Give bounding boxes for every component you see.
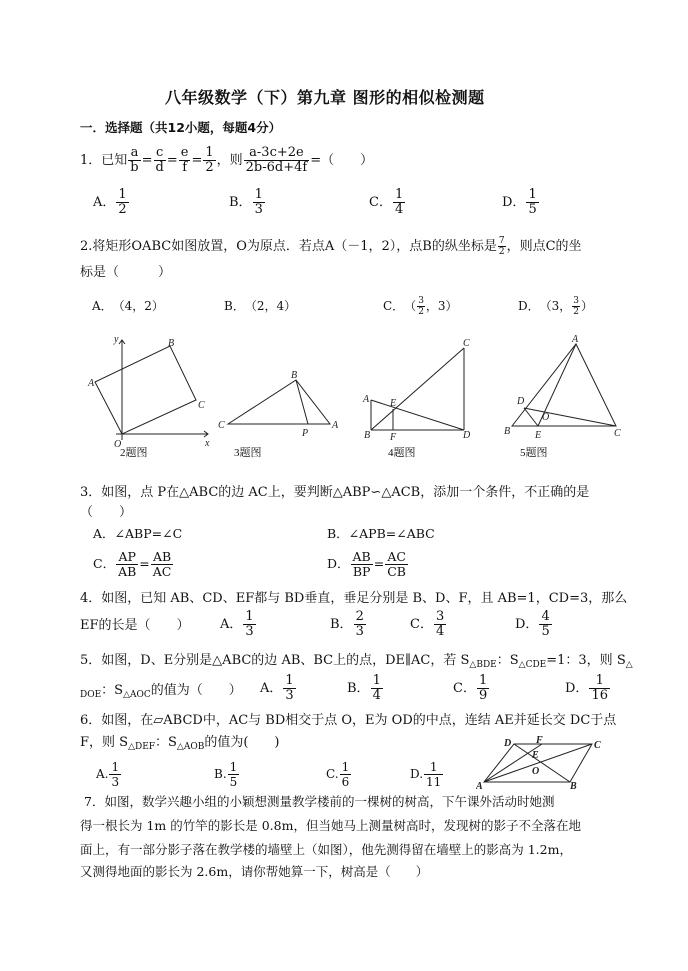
q7-line3: 面上，有一部分影子落在教学楼的墙壁上（如图），他先测得留在墙壁上的影高为 1.2m， [80, 842, 572, 857]
q6-label-f: F [536, 736, 543, 746]
q4-option-d[interactable]: D． $\frac{4}{5}$ [515, 609, 550, 639]
q4-option-b[interactable]: B． $\frac{2}{3}$ [330, 609, 364, 639]
fig2-label-y: y [114, 334, 119, 345]
fig2-coordinate-diagram [87, 334, 210, 450]
question-3: 3．如图，点 P在△ABC的边 AC上，要判断△ABP∽△ACB，添加一个条件，不正确的是 [80, 485, 590, 500]
q5-option-c[interactable]: C． $\frac{1}{9}$ [453, 673, 488, 703]
fig5-label-a: A [572, 334, 579, 345]
q1-frac-ef: $\frac{e}{f}$ [180, 145, 189, 175]
question-5: 5．如图，D、E分别是△ABC的边 AB、BC上的点，DE∥AC，若 $S_{\triangle BDE}$：$S_{\triangle CDE}=1$：3，则 $S_\triangle$ [80, 653, 633, 670]
fig3-label-b: B [291, 370, 298, 381]
q6-parallelogram-figure [476, 736, 616, 790]
q5-option-d[interactable]: D． $\frac{1}{16}$ [565, 673, 608, 703]
q6-option-c[interactable]: C. $\frac{1}{6}$ [326, 760, 350, 789]
q6-label-o: O [532, 766, 540, 777]
q4-line2: EF的长是（ ） [80, 618, 190, 633]
q1-option-c[interactable]: C． $\frac{1}{4}$ [369, 187, 404, 217]
fig4-label-d: D [463, 430, 471, 441]
q5-option-a[interactable]: A． $\frac{1}{3}$ [260, 673, 294, 703]
q7-line4: 又测得地面的影长为 2.6m，请你帮她算一下，树高是（ ） [80, 864, 429, 879]
q2-option-d[interactable]: D． （3， $\frac{3}{2}$ ） [518, 296, 594, 317]
q6-label-a: A [476, 781, 483, 790]
q2-option-c[interactable]: C． （ $\frac{3}{2}$ ，3） [383, 296, 458, 317]
question-4: 4．如图，已知 AB、CD、EF都与 BD垂直，垂足分别是 B、D、F，且 AB=1，CD=3，那么 [80, 591, 628, 606]
fig5-label-o: O [542, 412, 550, 423]
fig2-label-b: B [168, 338, 175, 349]
fig4-perpendicular-diagram [362, 338, 471, 443]
question-1: 1．已知 $\frac{a}{b}$ = $\frac{c}{d}$ = $\frac{e}{f}$ = $\frac{1}{2}$ ，则 $\frac{a-3c+2e}{2b-6d+4f}$ =（ ） [80, 145, 374, 175]
fig3-label-p: P [302, 428, 309, 439]
caption-fig3: 3题图 [234, 447, 262, 459]
q1-frac-half: $\frac{1}{2}$ [205, 145, 214, 175]
fig5-label-e: E [535, 430, 542, 441]
section-heading: 一．选择题（共12小题，每题4分） [80, 120, 282, 135]
q6-label-e: E [532, 750, 539, 761]
fig4-label-e: E [390, 398, 397, 409]
caption-fig2: 2题图 [120, 447, 148, 459]
q6-label-b: B [570, 781, 577, 790]
q2-line2: 标是（ ） [80, 265, 172, 280]
q1-option-d[interactable]: D． $\frac{1}{5}$ [502, 187, 537, 217]
fig4-label-b: B [364, 430, 371, 441]
fig5-label-c: C [614, 428, 621, 439]
fig3-label-c: C [218, 420, 225, 431]
fig2-label-a: A [88, 378, 95, 389]
q5-option-b[interactable]: B． $\frac{1}{4}$ [347, 673, 381, 703]
q1-option-a[interactable]: A． $\frac{1}{2}$ [93, 187, 127, 217]
fig4-label-a: A [363, 394, 370, 405]
q6-label-c: C [594, 740, 601, 751]
q2-option-b[interactable]: B． （2，4） [224, 299, 297, 313]
q3-option-a[interactable]: A．∠ABP=∠C [93, 526, 183, 541]
fig2-label-x: x [205, 438, 210, 449]
question-6: 6．如图，在▱ABCD中，AC与 BD相交于点 O，E为 OD的中点，连结 AE并延长交 DC于点 [80, 713, 617, 728]
fig3-triangle-diagram [218, 370, 339, 439]
fig5-label-d: D [517, 396, 525, 407]
q1-frac-ab: $\frac{a}{b}$ [130, 145, 139, 175]
q3-option-d[interactable]: D． $\frac{AB}{BP}$ = $\frac{AC}{CB}$ [327, 549, 406, 579]
question-7: 7．如图，数学兴趣小组的小颖想测量教学楼前的一棵树的树高，下午课外活动时她测 [84, 794, 555, 809]
q5-line2: $_{DOE}$：$S_{\triangle AOC}$的值为（ ） [80, 683, 242, 700]
q1-frac-cd: $\frac{c}{d}$ [155, 145, 164, 175]
fig4-label-f: F [390, 432, 397, 443]
q1-stem: 1．已知 [80, 153, 128, 168]
q1-expression: $\frac{a-3c+2e}{2b-6d+4f}$ [245, 145, 308, 175]
q3-option-b[interactable]: B．∠APB=∠ABC [327, 526, 435, 541]
figures-row [80, 330, 640, 460]
q7-line2: 得一根长为 1m 的竹竿的影长是 0.8m，但当她马上测量树高时，发现树的影子不全落在地 [80, 818, 581, 833]
q6-line2: F，则 $S_{\triangle DEF}$：$S_{\triangle AOB}$的值为( ) [80, 735, 280, 752]
q3-option-c[interactable]: C． $\frac{AP}{AB}$ = $\frac{AB}{AC}$ [93, 549, 172, 579]
q6-label-d: D [504, 738, 512, 749]
q6-option-d[interactable]: D. $\frac{1}{11}$ [410, 760, 442, 789]
fig2-label-o: O [114, 439, 122, 450]
page-title: 八年级数学（下）第九章 图形的相似检测题 [165, 88, 485, 107]
fig4-label-c: C [463, 338, 470, 349]
q3-paren: （ ） [80, 505, 133, 520]
caption-fig4: 4题图 [388, 447, 416, 459]
fig3-label-a: A [332, 420, 339, 431]
fig2-label-c: C [198, 400, 205, 411]
q1-option-b[interactable]: B． $\frac{1}{3}$ [229, 187, 263, 217]
q4-option-a[interactable]: A． $\frac{1}{3}$ [220, 609, 254, 639]
q4-option-c[interactable]: C． $\frac{3}{4}$ [410, 609, 445, 639]
fig5-label-b: B [504, 426, 511, 437]
q2-option-a[interactable]: A． （4，2） [92, 299, 164, 313]
q6-option-b[interactable]: B. $\frac{1}{5}$ [214, 760, 238, 789]
caption-fig5: 5题图 [520, 447, 548, 459]
q6-option-a[interactable]: A. $\frac{1}{3}$ [96, 760, 120, 789]
question-2: 2.将矩形OABC如图放置，O为原点．若点A（－1，2），点B的纵坐标是 $\frac{7}{2}$ ，则点C的坐 [80, 236, 582, 257]
fig5-triangle-diagram [504, 334, 621, 441]
